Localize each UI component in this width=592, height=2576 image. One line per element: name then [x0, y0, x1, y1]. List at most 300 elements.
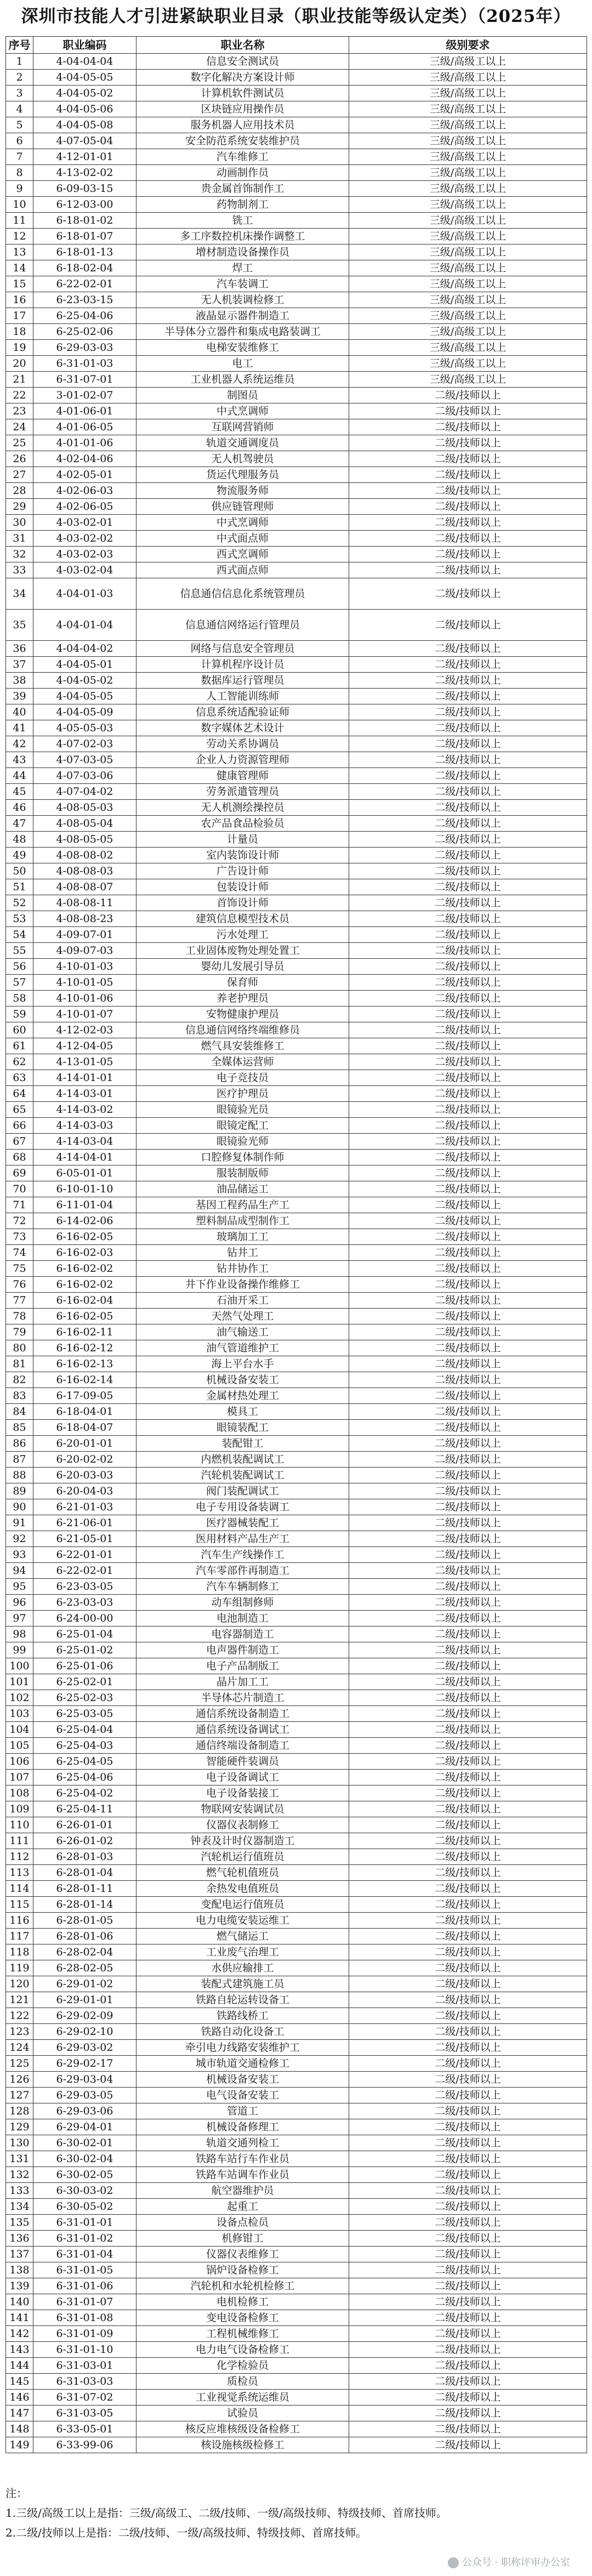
row-index: 85	[6, 1420, 33, 1436]
row-index: 5	[6, 117, 33, 133]
row-code: 6-22-02-01	[33, 1563, 136, 1579]
row-level: 二级/技师以上	[349, 2135, 587, 2151]
row-level: 二级/技师以上	[349, 1944, 587, 1960]
row-level: 三级/高级工以上	[349, 292, 587, 308]
table-row	[6, 2247, 587, 2262]
row-index: 105	[6, 1738, 33, 1754]
table-row	[6, 1722, 587, 1738]
table-row	[6, 578, 587, 610]
table-row	[6, 2231, 587, 2247]
row-code: 6-31-07-01	[33, 372, 136, 388]
table-row	[6, 1102, 587, 1118]
row-level: 二级/技师以上	[349, 832, 587, 848]
row-code: 6-29-03-02	[33, 2040, 136, 2056]
wechat-icon	[448, 2557, 459, 2568]
row-index: 60	[6, 1022, 33, 1038]
row-occupation: 汽轮机装配调试工	[136, 1468, 349, 1483]
row-code: 4-02-05-01	[33, 467, 136, 483]
row-level: 二级/技师以上	[349, 943, 587, 959]
table-row	[6, 2151, 587, 2167]
row-index: 23	[6, 403, 33, 419]
row-code: 6-28-01-06	[33, 1929, 136, 1944]
row-level: 三级/高级工以上	[349, 276, 587, 292]
row-index: 59	[6, 1006, 33, 1022]
row-code: 6-31-01-05	[33, 2262, 136, 2278]
row-index: 14	[6, 260, 33, 276]
row-level: 二级/技师以上	[349, 2183, 587, 2199]
table-row	[6, 657, 587, 673]
row-index: 143	[6, 2342, 33, 2358]
table-row	[6, 2199, 587, 2215]
row-code: 4-07-04-02	[33, 784, 136, 800]
table-row	[6, 356, 587, 372]
table-row	[6, 2040, 587, 2056]
row-code: 4-14-03-01	[33, 1086, 136, 1102]
row-code: 6-16-02-05	[33, 1229, 136, 1245]
row-level: 二级/技师以上	[349, 2326, 587, 2342]
row-level: 三级/高级工以上	[349, 149, 587, 165]
row-index: 119	[6, 1960, 33, 1976]
row-code: 6-30-05-02	[33, 2199, 136, 2215]
row-occupation: 电气设备安装工	[136, 2088, 349, 2103]
row-occupation: 西式面点师	[136, 562, 349, 578]
table-row	[6, 70, 587, 86]
row-level: 二级/技师以上	[349, 1865, 587, 1881]
row-code: 6-20-01-01	[33, 1436, 136, 1452]
row-occupation: 石油开采工	[136, 1293, 349, 1309]
row-level: 二级/技师以上	[349, 1134, 587, 1150]
row-code: 6-29-03-04	[33, 2072, 136, 2088]
row-index: 145	[6, 2374, 33, 2390]
table-row	[6, 1293, 587, 1309]
row-index: 134	[6, 2199, 33, 2215]
row-index: 24	[6, 419, 33, 435]
table-row	[6, 1992, 587, 2008]
table-row	[6, 1658, 587, 1674]
table-row	[6, 1611, 587, 1627]
row-code: 6-11-01-04	[33, 1197, 136, 1213]
row-code: 4-04-05-09	[33, 704, 136, 720]
row-occupation: 装配式建筑施工员	[136, 1976, 349, 1992]
table-row	[6, 1913, 587, 1929]
table-row	[6, 2008, 587, 2024]
table-row	[6, 1531, 587, 1547]
row-level: 二级/技师以上	[349, 1706, 587, 1722]
row-level: 三级/高级工以上	[349, 340, 587, 356]
row-index: 7	[6, 149, 33, 165]
row-index: 66	[6, 1118, 33, 1134]
row-occupation: 物流服务师	[136, 483, 349, 499]
row-level: 二级/技师以上	[349, 467, 587, 483]
row-level: 二级/技师以上	[349, 1150, 587, 1165]
row-level: 二级/技师以上	[349, 1245, 587, 1261]
row-code: 6-20-02-02	[33, 1452, 136, 1468]
table-row	[6, 1197, 587, 1213]
row-occupation: 铁路车站行车作业员	[136, 2151, 349, 2167]
row-occupation: 医用材料产品生产工	[136, 1531, 349, 1547]
row-occupation: 通信系统设备调试工	[136, 1722, 349, 1738]
row-level: 二级/技师以上	[349, 2088, 587, 2103]
row-code: 6-18-04-07	[33, 1420, 136, 1436]
row-occupation: 人工智能训练师	[136, 689, 349, 704]
row-code: 6-20-04-03	[33, 1483, 136, 1499]
row-occupation: 内燃机装配调试工	[136, 1452, 349, 1468]
row-code: 4-04-05-08	[33, 117, 136, 133]
row-occupation: 城市轨道交通检修工	[136, 2056, 349, 2072]
watermark	[448, 2555, 570, 2569]
row-occupation: 多工序数控机床操作调整工	[136, 229, 349, 244]
row-occupation: 半导体芯片制造工	[136, 1690, 349, 1706]
table-row	[6, 720, 587, 736]
row-level: 三级/高级工以上	[349, 356, 587, 372]
row-code: 6-21-06-01	[33, 1515, 136, 1531]
row-code: 6-33-99-06	[33, 2437, 136, 2453]
table-row	[6, 689, 587, 704]
row-index: 37	[6, 657, 33, 673]
table-row	[6, 1579, 587, 1595]
row-occupation: 轨道交通调度员	[136, 435, 349, 451]
row-occupation: 油气管道维护工	[136, 1340, 349, 1356]
table-row	[6, 324, 587, 340]
row-level: 二级/技师以上	[349, 1404, 587, 1420]
row-code: 6-31-01-04	[33, 2247, 136, 2262]
row-occupation: 医疗护理员	[136, 1086, 349, 1102]
row-level: 二级/技师以上	[349, 800, 587, 816]
table-row	[6, 197, 587, 213]
row-level: 二级/技师以上	[349, 895, 587, 911]
row-level: 二级/技师以上	[349, 610, 587, 641]
row-occupation: 无人机测绘操控员	[136, 800, 349, 816]
row-index: 137	[6, 2247, 33, 2262]
table-row	[6, 451, 587, 467]
table-row	[6, 2215, 587, 2231]
row-index: 127	[6, 2088, 33, 2103]
row-code: 6-25-02-03	[33, 1690, 136, 1706]
row-index: 74	[6, 1245, 33, 1261]
header-index: 序号	[6, 37, 33, 54]
table-row	[6, 483, 587, 499]
row-occupation: 燃气储运工	[136, 1929, 349, 1944]
table-row	[6, 1356, 587, 1372]
table-row	[6, 340, 587, 356]
row-occupation: 设备点检员	[136, 2215, 349, 2231]
row-level: 三级/高级工以上	[349, 197, 587, 213]
row-level: 二级/技师以上	[349, 1547, 587, 1563]
row-index: 83	[6, 1388, 33, 1404]
table-row	[6, 276, 587, 292]
row-occupation: 信息通信网络运行管理员	[136, 610, 349, 641]
row-occupation: 养老护理员	[136, 991, 349, 1006]
row-index: 94	[6, 1563, 33, 1579]
row-occupation: 阀门装配调试工	[136, 1483, 349, 1499]
table-row	[6, 1960, 587, 1976]
row-code: 4-12-04-05	[33, 1038, 136, 1054]
row-index: 89	[6, 1483, 33, 1499]
table-row	[6, 1690, 587, 1706]
row-code: 6-26-01-01	[33, 1817, 136, 1833]
row-index: 129	[6, 2119, 33, 2135]
row-level: 二级/技师以上	[349, 1738, 587, 1754]
table-row	[6, 1245, 587, 1261]
row-level: 二级/技师以上	[349, 641, 587, 657]
page-title: 深圳市技能人才引进紧缺职业目录（职业技能等级认定类）（2025年）	[21, 7, 571, 26]
row-code: 6-28-01-03	[33, 1849, 136, 1865]
row-code: 6-29-02-10	[33, 2024, 136, 2040]
row-occupation: 全媒体运营师	[136, 1054, 349, 1070]
row-index: 41	[6, 720, 33, 736]
row-level: 二级/技师以上	[349, 1038, 587, 1054]
table-row	[6, 435, 587, 451]
row-index: 67	[6, 1134, 33, 1150]
table-row	[6, 1595, 587, 1611]
row-index: 144	[6, 2358, 33, 2374]
table-row	[6, 832, 587, 848]
row-level: 二级/技师以上	[349, 720, 587, 736]
row-occupation: 工程机械维修工	[136, 2326, 349, 2342]
row-code: 6-30-02-01	[33, 2135, 136, 2151]
row-code: 6-23-03-05	[33, 1579, 136, 1595]
row-index: 136	[6, 2231, 33, 2247]
row-level: 二级/技师以上	[349, 1627, 587, 1642]
row-code: 6-16-02-05	[33, 1309, 136, 1324]
row-level: 二级/技师以上	[349, 2199, 587, 2215]
row-index: 39	[6, 689, 33, 704]
row-index: 26	[6, 451, 33, 467]
row-code: 4-07-03-05	[33, 752, 136, 768]
row-index: 128	[6, 2103, 33, 2119]
row-level: 二级/技师以上	[349, 1006, 587, 1022]
header-code: 职业编码	[33, 37, 136, 54]
table-row	[6, 1388, 587, 1404]
row-occupation: 物联网安装调试员	[136, 1801, 349, 1817]
row-level: 二级/技师以上	[349, 2072, 587, 2088]
row-code: 4-08-08-07	[33, 879, 136, 895]
row-index: 54	[6, 927, 33, 943]
row-level: 二级/技师以上	[349, 1770, 587, 1785]
table-row	[6, 848, 587, 863]
row-occupation: 天然气处理工	[136, 1309, 349, 1324]
row-occupation: 计量员	[136, 832, 349, 848]
table-row	[6, 2103, 587, 2119]
row-index: 126	[6, 2072, 33, 2088]
row-index: 9	[6, 181, 33, 197]
row-level: 二级/技师以上	[349, 1468, 587, 1483]
row-code: 4-01-06-05	[33, 419, 136, 435]
row-occupation: 电子竞技员	[136, 1070, 349, 1086]
table-row	[6, 547, 587, 562]
row-occupation: 汽车维修工	[136, 149, 349, 165]
row-occupation: 药物制剂工	[136, 197, 349, 213]
table-row	[6, 562, 587, 578]
row-index: 124	[6, 2040, 33, 2056]
row-code: 4-10-01-03	[33, 959, 136, 975]
row-index: 92	[6, 1531, 33, 1547]
table-row	[6, 165, 587, 181]
row-index: 109	[6, 1801, 33, 1817]
table-row	[6, 1181, 587, 1197]
table-row	[6, 1563, 587, 1579]
row-occupation: 铁路线桥工	[136, 2008, 349, 2024]
row-code: 6-31-01-07	[33, 2294, 136, 2310]
row-code: 6-05-01-01	[33, 1165, 136, 1181]
row-occupation: 模具工	[136, 1404, 349, 1420]
row-level: 二级/技师以上	[349, 1197, 587, 1213]
table-row	[6, 1706, 587, 1722]
row-index: 97	[6, 1611, 33, 1627]
row-index: 22	[6, 388, 33, 403]
table-row	[6, 1324, 587, 1340]
row-level: 三级/高级工以上	[349, 101, 587, 117]
table-row	[6, 641, 587, 657]
row-code: 6-25-04-02	[33, 1785, 136, 1801]
row-level: 三级/高级工以上	[349, 70, 587, 86]
table-row	[6, 1929, 587, 1944]
row-occupation: 机械设备安装工	[136, 2072, 349, 2088]
row-code: 4-04-05-02	[33, 673, 136, 689]
row-index: 147	[6, 2406, 33, 2421]
row-index: 32	[6, 547, 33, 562]
table-row	[6, 1468, 587, 1483]
row-occupation: 燃气具安装维修工	[136, 1038, 349, 1054]
row-code: 6-14-02-06	[33, 1213, 136, 1229]
row-level: 二级/技师以上	[349, 1881, 587, 1897]
row-code: 6-24-00-00	[33, 1611, 136, 1627]
row-occupation: 污水处理工	[136, 927, 349, 943]
row-occupation: 仪器仪表维修工	[136, 2247, 349, 2262]
row-level: 三级/高级工以上	[349, 133, 587, 149]
row-index: 35	[6, 610, 33, 641]
row-level: 二级/技师以上	[349, 959, 587, 975]
row-index: 121	[6, 1992, 33, 2008]
row-level: 二级/技师以上	[349, 1483, 587, 1499]
row-occupation: 钻井协作工	[136, 1261, 349, 1277]
row-index: 29	[6, 499, 33, 515]
watermark-text: 公众号 · 职称评审办公室	[462, 2557, 570, 2568]
row-level: 二级/技师以上	[349, 752, 587, 768]
table-row	[6, 2421, 587, 2437]
row-index: 17	[6, 308, 33, 324]
row-level: 二级/技师以上	[349, 1801, 587, 1817]
table-row	[6, 1309, 587, 1324]
table-row	[6, 673, 587, 689]
row-level: 二级/技师以上	[349, 1992, 587, 2008]
row-occupation: 信息通信网络终端维修员	[136, 1022, 349, 1038]
row-index: 36	[6, 641, 33, 657]
row-level: 三级/高级工以上	[349, 308, 587, 324]
row-occupation: 电声器件制造工	[136, 1642, 349, 1658]
row-code: 4-04-01-03	[33, 578, 136, 610]
row-occupation: 油品储运工	[136, 1181, 349, 1197]
row-occupation: 保育师	[136, 975, 349, 991]
table-row	[6, 2294, 587, 2310]
row-occupation: 机械设备修理工	[136, 2119, 349, 2135]
row-index: 149	[6, 2437, 33, 2453]
row-level: 二级/技师以上	[349, 2231, 587, 2247]
row-occupation: 贵金属首饰制作工	[136, 181, 349, 197]
table-row	[6, 1754, 587, 1770]
row-code: 6-25-01-02	[33, 1642, 136, 1658]
row-occupation: 中式烹调师	[136, 515, 349, 531]
row-level: 二级/技师以上	[349, 2262, 587, 2278]
table-row	[6, 1849, 587, 1865]
row-code: 4-09-07-03	[33, 943, 136, 959]
table-row	[6, 1006, 587, 1022]
row-code: 6-31-01-06	[33, 2278, 136, 2294]
row-index: 104	[6, 1722, 33, 1738]
table-row	[6, 2437, 587, 2453]
table-row	[6, 1547, 587, 1563]
row-level: 二级/技师以上	[349, 863, 587, 879]
row-occupation: 机械设备安装工	[136, 1372, 349, 1388]
row-code: 6-18-02-04	[33, 260, 136, 276]
row-level: 二级/技师以上	[349, 673, 587, 689]
row-occupation: 水供应输排工	[136, 1960, 349, 1976]
row-index: 96	[6, 1595, 33, 1611]
table-row	[6, 1770, 587, 1785]
row-occupation: 工业机器人系统运维员	[136, 372, 349, 388]
row-index: 25	[6, 435, 33, 451]
row-level: 二级/技师以上	[349, 2119, 587, 2135]
row-index: 88	[6, 1468, 33, 1483]
table-row	[6, 1881, 587, 1897]
row-code: 4-07-03-06	[33, 768, 136, 784]
row-code: 6-17-09-05	[33, 1388, 136, 1404]
row-index: 100	[6, 1658, 33, 1674]
row-occupation: 电子产品制版工	[136, 1658, 349, 1674]
row-occupation: 数字媒体艺术设计	[136, 720, 349, 736]
row-occupation: 汽车零部件再制造工	[136, 1563, 349, 1579]
row-index: 101	[6, 1674, 33, 1690]
row-code: 4-14-04-01	[33, 1150, 136, 1165]
table-row	[6, 2326, 587, 2342]
row-level: 二级/技师以上	[349, 451, 587, 467]
table-body	[6, 54, 587, 2453]
row-occupation: 余热发电值班员	[136, 1881, 349, 1897]
table-row	[6, 1483, 587, 1499]
table-row	[6, 54, 587, 70]
table-row	[6, 1897, 587, 1913]
row-code: 6-23-03-15	[33, 292, 136, 308]
row-occupation: 铁路自轮运转设备工	[136, 1992, 349, 2008]
row-occupation: 通信终端设备制造工	[136, 1738, 349, 1754]
table-row	[6, 260, 587, 276]
row-code: 6-28-01-11	[33, 1881, 136, 1897]
row-code: 4-04-05-05	[33, 70, 136, 86]
table-row	[6, 1070, 587, 1086]
table-row	[6, 816, 587, 832]
table-row	[6, 736, 587, 752]
row-occupation: 农产品食品检验员	[136, 816, 349, 832]
table-row	[6, 1452, 587, 1468]
row-index: 98	[6, 1627, 33, 1642]
row-level: 二级/技师以上	[349, 848, 587, 863]
row-level: 二级/技师以上	[349, 784, 587, 800]
row-level: 二级/技师以上	[349, 2040, 587, 2056]
row-occupation: 口腔修复体制作师	[136, 1150, 349, 1165]
row-level: 二级/技师以上	[349, 2342, 587, 2358]
row-level: 二级/技师以上	[349, 2215, 587, 2231]
row-index: 131	[6, 2151, 33, 2167]
row-code: 4-07-05-04	[33, 133, 136, 149]
table-row	[6, 2024, 587, 2040]
table-row	[6, 1642, 587, 1658]
row-level: 二级/技师以上	[349, 578, 587, 610]
row-occupation: 管道工	[136, 2103, 349, 2119]
row-level: 二级/技师以上	[349, 2024, 587, 2040]
table-row	[6, 1436, 587, 1452]
table-row	[6, 927, 587, 943]
row-code: 6-31-01-09	[33, 2326, 136, 2342]
